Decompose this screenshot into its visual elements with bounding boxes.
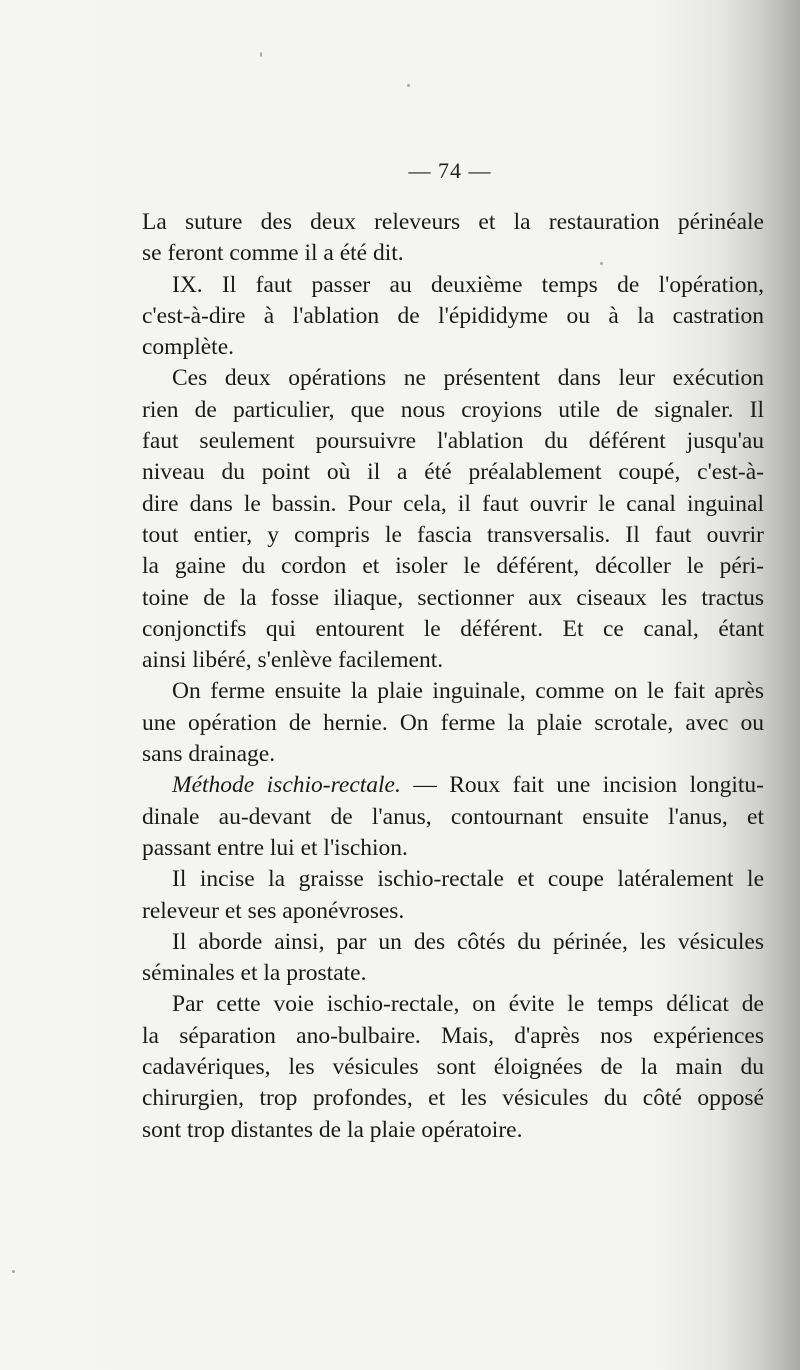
speck	[407, 84, 410, 87]
text-line	[142, 802, 764, 833]
line-text: dire dans le bassin. Pour cela, il faut ouvrir le canal inguinal	[142, 490, 764, 517]
body-text	[142, 207, 764, 1146]
text-line	[142, 301, 764, 332]
line-text: la séparation ano-bulbaire. Mais, d'après nos expériences	[142, 1022, 764, 1049]
text-line	[142, 332, 764, 363]
text-line	[142, 676, 764, 707]
line-text: chirurgien, trop profondes, et les vésicules du côté opposé	[142, 1085, 764, 1112]
text-line	[142, 958, 764, 989]
text-line	[142, 395, 764, 426]
line-text: — Roux fait une incision longitu-	[400, 772, 764, 799]
text-line	[142, 708, 764, 739]
line-text: une opération de hernie. On ferme la plaie scrotale, avec ou	[142, 709, 764, 736]
line-text: toine de la fosse iliaque, sectionner aux ciseaux les tractus	[142, 584, 764, 611]
text-line	[142, 489, 764, 520]
line-text: la gaine du cordon et isoler le déférent, décoller le péri-	[142, 553, 764, 580]
text-line	[142, 989, 764, 1020]
line-text: se feront comme il a été dit.	[142, 240, 404, 267]
text-line	[142, 614, 764, 645]
text-line	[142, 207, 764, 238]
text-line	[142, 551, 764, 582]
text-line	[142, 1083, 764, 1114]
line-text: ainsi libéré, s'enlève facilement.	[142, 647, 444, 674]
text-line	[142, 833, 764, 864]
speck	[600, 262, 603, 265]
line-text: Il incise la graisse ischio-rectale et coupe latéralement le	[172, 866, 764, 893]
text-line	[142, 739, 764, 770]
section-heading: Méthode ischio-rectale.	[172, 772, 401, 799]
line-text: séminales et la prostate.	[142, 960, 367, 987]
text-line	[142, 1021, 764, 1052]
line-text: dinale au-devant de l'anus, contournant ensuite l'anus, et	[142, 803, 764, 830]
text-line	[142, 238, 764, 269]
line-text: faut seulement poursuivre l'ablation du déférent jusqu'au	[142, 428, 764, 455]
line-text: tout entier, y compris le fascia transversalis. Il faut ouvrir	[142, 521, 764, 548]
text-line	[142, 645, 764, 676]
line-text: Ces deux opérations ne présentent dans leur exécution	[172, 365, 764, 392]
text-line	[142, 457, 764, 488]
line-text: releveur et ses aponévroses.	[142, 897, 405, 924]
text-line	[142, 1052, 764, 1083]
text-line	[142, 270, 764, 301]
line-text: niveau du point où il a été préalablement coupé, c'est-à-	[142, 459, 764, 486]
line-text: cadavériques, les vésicules sont éloignées de la main du	[142, 1054, 764, 1081]
line-text: rien de particulier, que nous croyions utile de signaler. Il	[142, 396, 764, 423]
speck	[12, 1270, 15, 1273]
speck	[260, 52, 262, 57]
line-text: Il aborde ainsi, par un des côtés du périnée, les vésicules	[172, 928, 764, 955]
line-text: c'est-à-dire à l'ablation de l'épididyme ou à la castration	[142, 302, 764, 329]
text-line	[142, 426, 764, 457]
text-line	[142, 927, 764, 958]
line-text: IX. Il faut passer au deuxième temps de l'opération,	[172, 271, 764, 298]
line-text: conjonctifs qui entourent le déférent. Et ce canal, étant	[142, 615, 764, 642]
text-line	[142, 363, 764, 394]
text-line	[142, 1115, 764, 1146]
text-line	[142, 896, 764, 927]
text-line	[142, 520, 764, 551]
line-text: On ferme ensuite la plaie inguinale, comme on le fait après	[172, 678, 764, 705]
line-text: sont trop distantes de la plaie opératoire.	[142, 1116, 523, 1143]
line-text: La suture des deux releveurs et la restauration périnéale	[142, 209, 764, 235]
line-text: passant entre lui et l'ischion.	[142, 834, 408, 861]
text-line	[142, 770, 764, 801]
text-line	[142, 864, 764, 895]
page-number: — 74 —	[408, 158, 492, 183]
line-text: Par cette voie ischio-rectale, on évite le temps délicat de	[172, 991, 764, 1018]
line-text: complète.	[142, 334, 235, 361]
line-text: sans drainage.	[142, 741, 276, 768]
text-line	[142, 583, 764, 614]
